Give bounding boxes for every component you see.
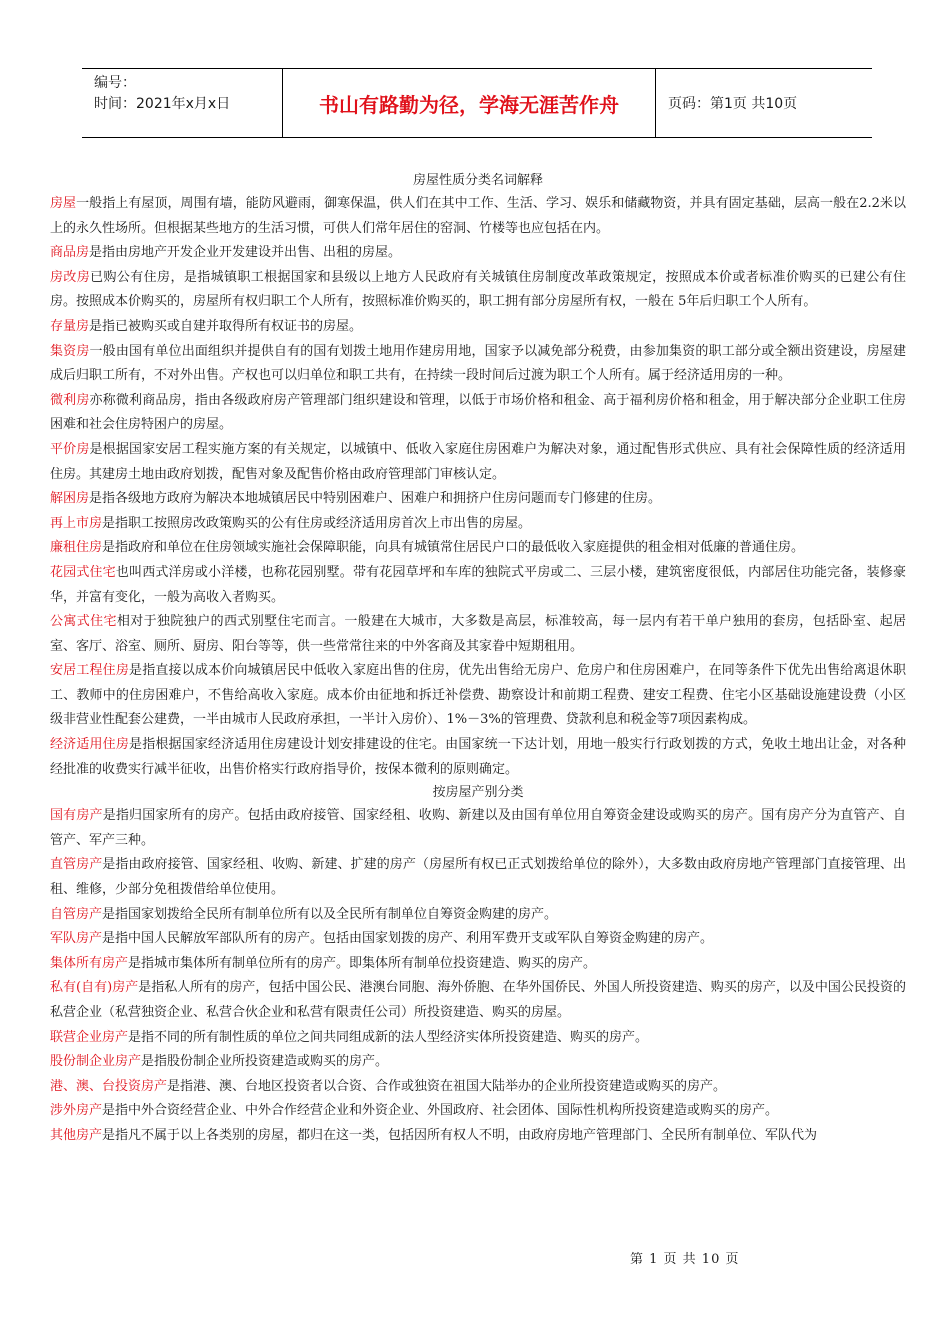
definition-paragraph <box>50 1124 906 1149</box>
definition-paragraph <box>50 952 906 977</box>
definition-paragraph <box>50 561 906 610</box>
definition-list-property-nature <box>50 192 906 782</box>
definition-term: 廉租住房 <box>50 540 103 556</box>
definition-text: 相对于独院独户的西式别墅住宅而言。一般建在大城市，大多数是高层，标准较高，每一层内有若干单户独用的套房，包括卧室、起居室、客厅、浴室、厕所、厨房、阳台等等，供一些常常往来的中外客商及其家眷中短期租用。 <box>50 614 906 654</box>
definition-text: 是指中国人民解放军部队所有的房产。包括由国家划拨的房产、利用军费开支或军队自筹资金购建的房产。 <box>102 931 714 947</box>
definition-term: 存量房 <box>50 318 90 334</box>
definition-term: 再上市房 <box>50 515 103 531</box>
definition-text: 是指根据国家经济适用住房建设计划安排建设的住宅。由国家统一下达计划，用地一般实行行政划拨的方式，免收土地出让金，对各种经批准的收费实行减半征收，出售价格实行政府指导价，按保本微利的原则确定。 <box>50 737 906 777</box>
definition-term: 经济适用住房 <box>50 737 130 753</box>
header-page-info: 页码：第1页 共10页 <box>668 96 798 112</box>
definition-paragraph <box>50 241 906 266</box>
definition-term: 安居工程住房 <box>50 663 130 679</box>
definition-paragraph <box>50 512 906 537</box>
definition-paragraph <box>50 804 906 853</box>
definition-term: 港、澳、台投资房产 <box>50 1078 168 1094</box>
definition-text: 是指凡不属于以上各类别的房屋，都归在这一类，包括因所有权人不明，由政府房地产管理部门、全民所有制单位、军队代为 <box>102 1127 818 1143</box>
definition-term: 房改房 <box>50 269 91 285</box>
definition-text: 是指城市集体所有制单位所有的房产。即集体所有制单位投资建造、购买的房产。 <box>128 955 597 971</box>
definition-list-property-ownership <box>50 804 906 1148</box>
definition-paragraph <box>50 1075 906 1100</box>
definition-paragraph <box>50 340 906 389</box>
definition-paragraph <box>50 315 906 340</box>
definition-paragraph <box>50 903 906 928</box>
definition-text: 也叫西式洋房或小洋楼，也称花园别墅。带有花园草坪和车库的独院式平房或二、三层小楼，建筑密度很低，内部居住功能完备，装修豪华，并富有变化，一般为高收入者购买。 <box>50 564 906 605</box>
definition-text: 是指归国家所有的房产。包括由政府接管、国家经租、收购、新建以及由国有单位用自筹资金建设或购买的房产。国有房产分为直管产、自管产、军产三种。 <box>50 808 906 848</box>
definition-text: 是指国家划拨给全民所有制单位所有以及全民所有制单位自筹资金购建的房产。 <box>102 906 558 922</box>
definition-text: 是指由政府接管、国家经租、收购、新建、扩建的房产（房屋所有权已正式划拨给单位的除外），大多数由政府房地产管理部门直接管理、出租、维修，少部分免租拨借给单位使用。 <box>50 857 906 898</box>
definition-text: 一般指上有屋顶，周围有墙，能防风避雨，御寒保温，供人们在其中工作、生活、学习、娱乐和储藏物资，并具有固定基础，层高一般在2.2米以上的永久性场所。但根据某些地方的生活习惯，可供人们常年居住的窑洞、竹楼等也应包括在内。 <box>50 196 906 236</box>
definition-paragraph <box>50 733 906 782</box>
definition-term: 商品房 <box>50 245 90 261</box>
definition-text: 是指各级地方政府为解决本地城镇居民中特别困难户、困难户和拥挤户住房问题而专门修建的住房。 <box>89 491 662 507</box>
definition-paragraph <box>50 266 906 315</box>
section-title-property-ownership: 按房屋产别分类 <box>432 785 524 801</box>
definition-paragraph <box>50 536 906 561</box>
header-meta <box>82 69 282 137</box>
definition-term: 股份制企业房产 <box>50 1054 142 1070</box>
definition-paragraph <box>50 389 906 438</box>
definition-term: 军队房产 <box>50 931 103 947</box>
document-time-label: 时间：2021年x月x日 <box>94 96 231 112</box>
page-footer: 第 1 页 共 10 页 <box>630 1252 740 1267</box>
definition-term: 国有房产 <box>50 808 103 824</box>
definition-paragraph <box>50 659 906 733</box>
page-header <box>82 68 872 138</box>
definition-term: 房屋 <box>50 196 77 211</box>
definition-paragraph <box>50 487 906 512</box>
definition-paragraph <box>50 1026 906 1051</box>
definition-text: 已购公有住房，是指城镇职工根据国家和县级以上地方人民政府有关城镇住房制度改革政策规定，按照成本价或者标准价购买的已建公有住房。按照成本价购买的，房屋所有权归职工个人所有，按照标准价购买的，职工拥有部分房屋所有权，一般在 5年后归职工个人所有。 <box>50 269 906 310</box>
document-number-label: 编号： <box>94 75 136 91</box>
definition-text: 是指私人所有的房产，包括中国公民、港澳台同胞、海外侨胞、在华外国侨民、外国人所投资建造、购买的房产，以及中国公民投资的私营企业（私营独资企业、私营合伙企业和私营有限责任公司）所投资建造、购买的房屋。 <box>50 980 906 1020</box>
definition-text: 是指职工按照房改政策购买的公有住房或经济适用房首次上市出售的房屋。 <box>102 515 532 531</box>
section-title-property-nature: 房屋性质分类名词解释 <box>412 173 543 188</box>
definition-text: 是根据国家安居工程实施方案的有关规定，以城镇中、低收入家庭住房困难户为解决对象，通过配售形式供应、具有社会保障性质的经济适用住房。其建房土地由政府划拨，配售对象及配售价格由政府管理部门审核认定。 <box>50 441 906 482</box>
definition-term: 自管房产 <box>50 906 103 922</box>
definition-term: 花园式住宅 <box>50 564 116 580</box>
definition-term: 其他房产 <box>50 1127 103 1143</box>
definition-paragraph <box>50 976 906 1025</box>
definition-term: 集体所有房产 <box>50 955 129 971</box>
definition-paragraph <box>50 1099 906 1124</box>
definition-paragraph <box>50 438 906 487</box>
definition-text: 亦称微利商品房，指由各级政府房产管理部门组织建设和管理，以低于市场价格和租金、高于福利房价格和租金，用于解决部分企业职工住房困难和社会住房特困户的房屋。 <box>50 392 906 433</box>
definition-paragraph <box>50 1050 906 1075</box>
definition-term: 平价房 <box>50 441 90 457</box>
definition-term: 私有(自有)房产 <box>50 980 139 996</box>
definition-text: 一般由国有单位出面组织并提供自有的国有划拨土地用作建房用地，国家予以减免部分税费，由参加集资的职工部分或全额出资建设，房屋建成后归职工所有，不对外出售。产权也可以归单位和职工共有，在持续一段时间后过渡为职工个人所有。属于经济适用房的一种。 <box>50 343 906 384</box>
definition-term: 直管房产 <box>50 857 103 873</box>
definition-paragraph <box>50 927 906 952</box>
definition-paragraph <box>50 192 906 241</box>
definition-text: 是指不同的所有制性质的单位之间共同组成新的法人型经济实体所投资建造、购买的房产。 <box>128 1029 649 1045</box>
definition-term: 集资房 <box>50 343 90 359</box>
definition-text: 是指股份制企业所投资建造或购买的房产。 <box>141 1054 389 1070</box>
definition-text: 是指中外合资经营企业、中外合作经营企业和外资企业、外国政府、社会团体、国际性机构所投资建造或购买的房产。 <box>102 1103 779 1119</box>
definition-term: 涉外房产 <box>50 1103 103 1119</box>
definition-text: 是指政府和单位在住房领域实施社会保障职能，向具有城镇常住居民户口的最低收入家庭提供的租金相对低廉的普通住房。 <box>102 540 805 556</box>
definition-text: 是指直接以成本价向城镇居民中低收入家庭出售的住房，优先出售给无房户、危房户和住房困难户，在同等条件下优先出售给离退休职工、教师中的住房困难户，不售给高收入家庭。成本价由征地和拆迁补偿费、勘察设计和前期工程费、建安工程费、住宅小区基础设施建设费（小区级非营业性配套公建费，一半由城市人民政府承担，一半计入房价）、1%－3%的管理费、贷款利息和税金等7项因素构成。 <box>50 663 906 728</box>
definition-term: 解困房 <box>50 491 90 507</box>
definition-term: 微利房 <box>50 392 90 408</box>
definition-text: 是指已被购买或自建并取得所有权证书的房屋。 <box>89 318 363 334</box>
definition-term: 联营企业房产 <box>50 1029 129 1045</box>
header-motto: 书山有路勤为径，学海无涯苦作舟 <box>282 69 656 137</box>
definition-term: 公寓式住宅 <box>50 614 117 630</box>
document-body <box>50 170 906 1149</box>
definition-paragraph <box>50 853 906 902</box>
definition-text: 是指港、澳、台地区投资者以合资、合作或独资在祖国大陆举办的企业所投资建造或购买的房产。 <box>167 1078 727 1094</box>
definition-paragraph <box>50 610 906 659</box>
definition-text: 是指由房地产开发企业开发建设并出售、出租的房屋。 <box>89 245 402 261</box>
